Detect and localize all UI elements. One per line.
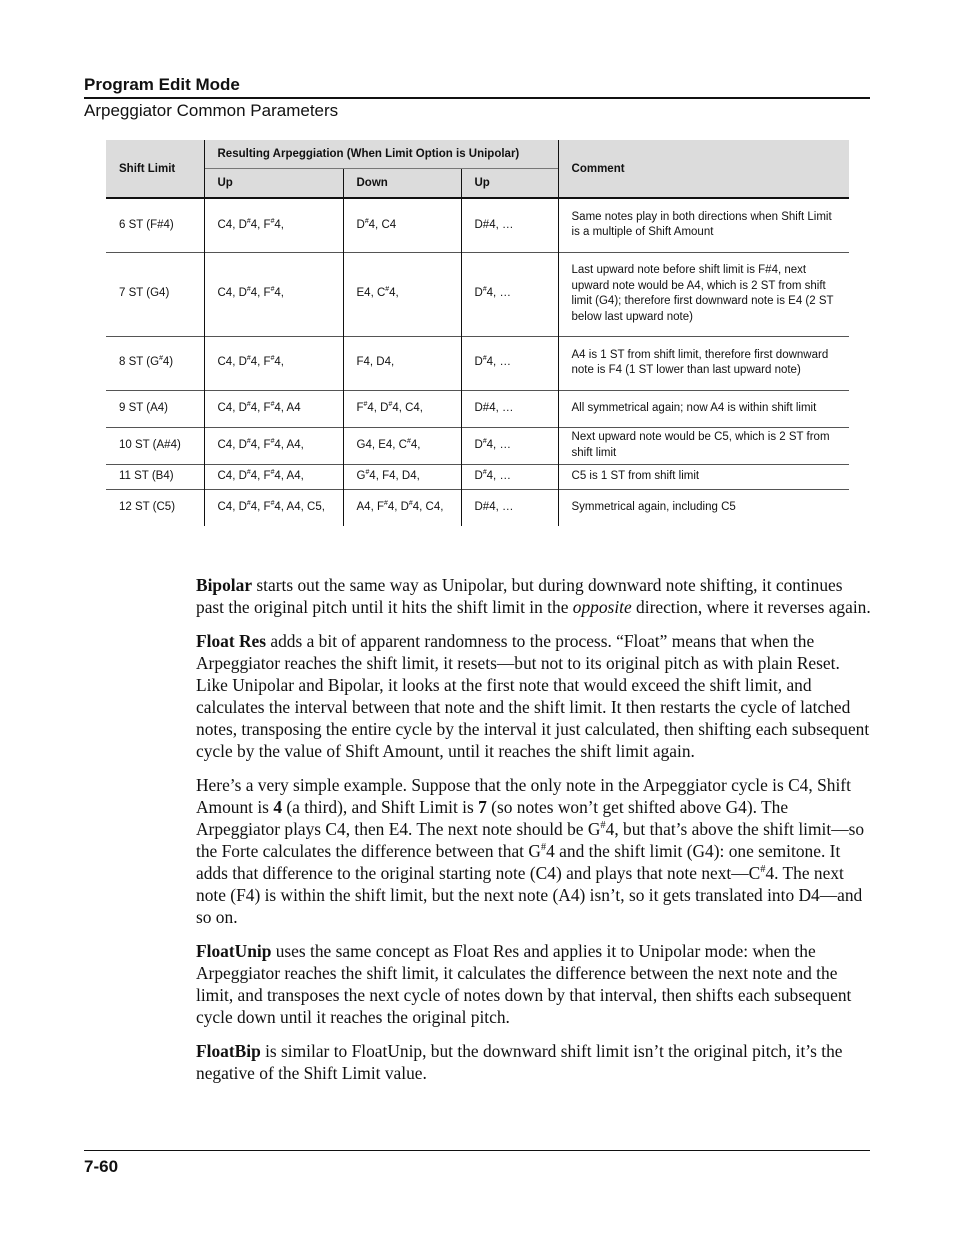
paragraph-bipolar: Bipolar starts out the same way as Unipolar, but during downward note shifting, it continues past the original pitch until it hits the shift limit in the opposite direction, where it reverses again. bbox=[196, 575, 871, 617]
paragraph-example: Here’s a very simple example. Suppose that the only note in the Arpeggiator cycle is C4, Shift Amount is 4 (a third), and Shift Limit is 7 (so notes won’t get shifted above G4). The Arpeggiator plays C4, then E4. The next note should be G#4, but that’s above the shift limit—so the Forte calculates the difference between that G#4 and the shift limit (G4): one semitone. It adds that difference to the original starting note (C4) and plays that note next—C#4. The next note (F4) is within the shift limit, but the next note (A4) isn’t, so it gets translated into D4—and so on. bbox=[196, 775, 865, 927]
cell-down: A4, F#4, D#4, C4, bbox=[343, 489, 461, 526]
cell-down: D#4, C4 bbox=[343, 198, 461, 252]
header-shift-limit: Shift Limit bbox=[106, 140, 204, 198]
cell-up: C4, D#4, F#4, A4 bbox=[204, 390, 343, 427]
shift-limit-table bbox=[106, 140, 849, 526]
cell-comment: C5 is 1 ST from shift limit bbox=[558, 464, 849, 489]
cell-shift-limit: 11 ST (B4) bbox=[119, 469, 174, 482]
emphasis-opposite: opposite bbox=[572, 597, 632, 617]
table-row bbox=[106, 427, 849, 464]
paragraph-floatunip: FloatUnip uses the same concept as Float Res and applies it to Unipolar mode: when the Arpeggiator reaches the shift limit, it calculates the difference between the next note and the limit, and transposes the next cycle of notes down by that interval, then shifts each subsequent cycle down until it reaches the original pitch. bbox=[196, 941, 852, 1027]
table-row bbox=[106, 336, 849, 390]
term-bipolar: Bipolar bbox=[196, 575, 253, 595]
cell-comment: Next upward note would be C5, which is 2 ST from shift limit bbox=[558, 427, 849, 464]
term-floatbip: FloatBip bbox=[196, 1041, 261, 1061]
cell-up: C4, D#4, F#4, A4, bbox=[204, 464, 343, 489]
cell-comment: A4 is 1 ST from shift limit, therefore first downward note is F4 (1 ST lower than last upward note) bbox=[558, 336, 849, 390]
cell-shift-limit: 12 ST (C5) bbox=[119, 501, 176, 513]
cell-comment: Last upward note before shift limit is F#4, next upward note would be A4, which is 2 ST from shift limit (G4); therefore first downward note is E4 (2 ST below last upward note) bbox=[558, 252, 849, 336]
cell-up: C4, D#4, F#4, A4, bbox=[204, 427, 343, 464]
table-row bbox=[106, 390, 849, 427]
table-body bbox=[106, 198, 849, 526]
cell-shift-limit: 6 ST (F#4) bbox=[119, 218, 174, 231]
cell-down: E4, C#4, bbox=[343, 252, 461, 336]
cell-down: F4, D4, bbox=[343, 336, 461, 390]
cell-shift-limit: 8 ST (G#4) bbox=[119, 355, 174, 369]
table-row bbox=[106, 252, 849, 336]
table-row bbox=[106, 198, 849, 252]
cell-up-2: D#4, … bbox=[461, 489, 558, 526]
section-subtitle: Arpeggiator Common Parameters bbox=[84, 101, 339, 120]
cell-up-2: D#4, … bbox=[461, 198, 558, 252]
cell-up-2: D#4, … bbox=[461, 390, 558, 427]
header-rule bbox=[84, 97, 870, 99]
cell-up: C4, D#4, F#4, A4, C5, bbox=[204, 489, 343, 526]
cell-up-2: D#4, … bbox=[461, 336, 558, 390]
table-row bbox=[106, 489, 849, 526]
table-row bbox=[106, 464, 849, 489]
body-text bbox=[196, 574, 872, 1096]
cell-up-2: D#4, … bbox=[461, 252, 558, 336]
header-comment: Comment bbox=[558, 140, 849, 198]
cell-up: C4, D#4, F#4, bbox=[204, 336, 343, 390]
cell-comment: Same notes play in both directions when Shift Limit is a multiple of Shift Amount bbox=[558, 198, 849, 252]
cell-up: C4, D#4, F#4, bbox=[204, 198, 343, 252]
header-down: Down bbox=[343, 169, 461, 199]
page-number: 7-60 bbox=[84, 1157, 119, 1176]
term-float-res: Float Res bbox=[196, 631, 267, 651]
cell-down: G#4, F4, D4, bbox=[343, 464, 461, 489]
cell-comment: Symmetrical again, including C5 bbox=[558, 489, 849, 526]
paragraph-floatbip: FloatBip is similar to FloatUnip, but the downward shift limit isn’t the original pitch, it’s the negative of the Shift Limit value. bbox=[196, 1041, 843, 1083]
cell-down: F#4, D#4, C4, bbox=[343, 390, 461, 427]
header-up: Up bbox=[204, 169, 343, 199]
footer-rule bbox=[84, 1150, 870, 1151]
cell-down: G4, E4, C#4, bbox=[343, 427, 461, 464]
header-resulting-arpeggiation: Resulting Arpeggiation (When Limit Option is Unipolar) bbox=[204, 140, 558, 169]
cell-comment: All symmetrical again; now A4 is within shift limit bbox=[558, 390, 849, 427]
cell-up-2: D#4, … bbox=[461, 464, 558, 489]
term-floatunip: FloatUnip bbox=[196, 941, 272, 961]
cell-shift-limit: 10 ST (A#4) bbox=[119, 438, 181, 451]
section-title: Program Edit Mode bbox=[84, 75, 240, 94]
cell-shift-limit: 9 ST (A4) bbox=[119, 401, 168, 414]
cell-up: C4, D#4, F#4, bbox=[204, 252, 343, 336]
cell-shift-limit: 7 ST (G4) bbox=[119, 287, 170, 300]
paragraph-float-res: Float Res adds a bit of apparent randomness to the process. “Float” means that when the Arpeggiator reaches the shift limit, it resets—but not to its original pitch as with plain Reset. Like Unipolar and Bipolar, it looks at the first note that would exceed the shift limit, and calculates the interval between that note and the shift limit. It then restarts the cycle of latched notes, transposing the entire cycle by the interval it just calculated, then shifting each subsequent cycle by the value of Shift Amount, until it reaches the shift limit again. bbox=[196, 631, 870, 761]
cell-up-2: D#4, … bbox=[461, 427, 558, 464]
header-up-2: Up bbox=[461, 169, 558, 199]
